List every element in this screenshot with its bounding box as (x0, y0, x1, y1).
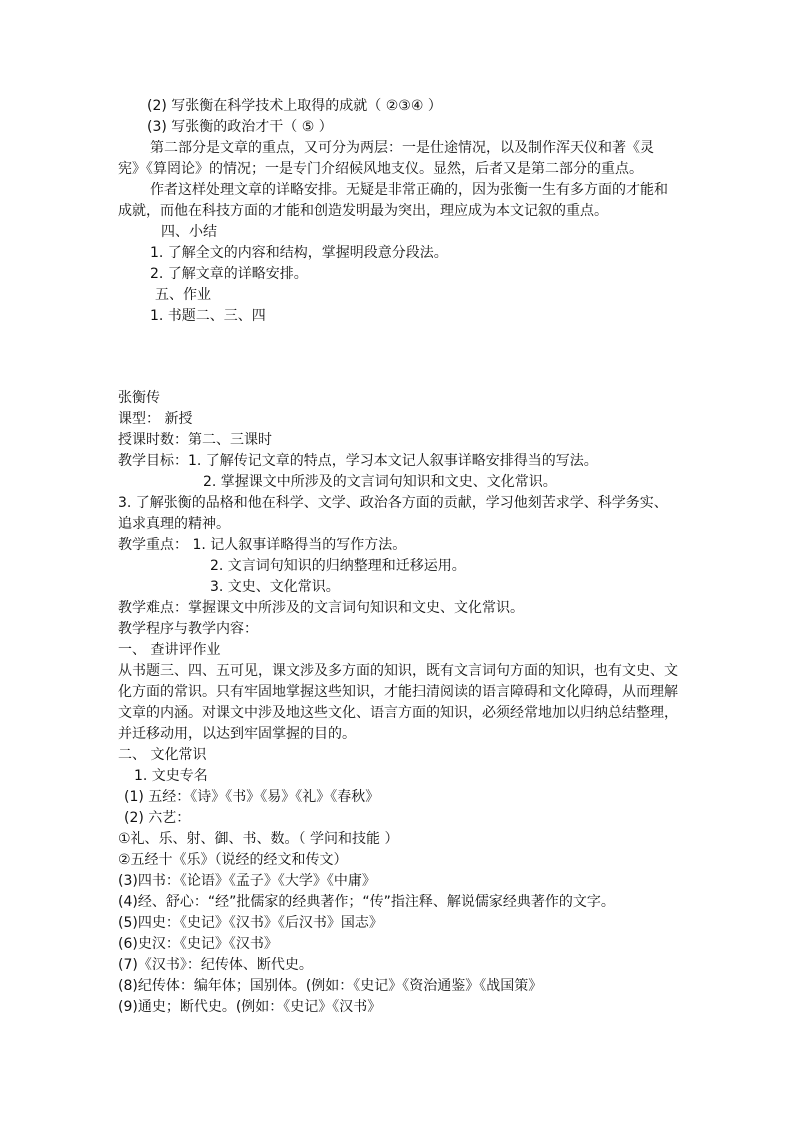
text-line: (1) 五经：《诗》《书》《易》《礼》《春秋》 (124, 789, 380, 805)
text-line: 2. 文言词句知识的归纳整理和迁移运用。 (210, 558, 466, 574)
text-line: 3. 文史、文化常识。 (210, 579, 340, 595)
text-line: 授课时数：第二、三课时 (118, 432, 272, 448)
text-line: 2. 掌握课文中所涉及的文言词句知识和文史、文化常识。 (203, 474, 557, 490)
text-line: 作者这样处理文章的详略安排。无疑是非常正确的，因为张衡一生有多方面的才能和 (150, 182, 668, 198)
text-line: 教学程序与教学内容： (118, 621, 258, 637)
text-line: (3)四书：《论语》《孟子》《大学》《中庸》 (118, 873, 376, 889)
text-line: (6)史汉：《史记》《汉书》 (118, 936, 278, 952)
section-heading: 一、 查讲评作业 (118, 642, 221, 658)
text-line: 从书题三、四、五可见，课文涉及多方面的知识，既有文言词句方面的知识，也有文史、文 (118, 663, 678, 679)
text-line: 追求真理的精神。 (118, 516, 230, 532)
text-line: 1. 文史专名 (134, 768, 208, 784)
text-line: (2) 六艺： (124, 810, 191, 826)
text-line: (9)通史；断代史。(例如：《史记》《汉书》 (118, 999, 382, 1015)
text-line: (7)《汉书》：纪传体、断代史。 (118, 957, 313, 973)
text-line: 第二部分是文章的重点，又可分为两层：一是仕途情况，以及制作浑天仪和著《灵 (150, 140, 654, 156)
text-line: 文章的内涵。对课文中涉及地这些文化、语言方面的知识，必须经常地加以归纳总结整理， (118, 705, 678, 721)
text-line: (3) 写张衡的政治才干（ ⑤ ） (147, 119, 333, 135)
text-line: (4)经、舒心：“经”批儒家的经典著作；“传”指注释、解说儒家经典著作的文字。 (118, 894, 615, 910)
section-heading: 五、作业 (155, 287, 211, 303)
text-line: (2) 写张衡在科学技术上取得的成就（ ②③④ ） (147, 98, 442, 114)
text-line: 并迁移动用，以达到牢固掌握的目的。 (118, 726, 356, 742)
text-line: (5)四史：《史记》《汉书》《后汉书》国志》 (118, 915, 383, 931)
text-line: 2. 了解文章的详略安排。 (150, 266, 308, 282)
text-line: ②五经十《乐》（说经的经文和传文） (118, 852, 348, 868)
lesson-title: 张衡传 (118, 390, 160, 406)
text-line: (8)纪传体：编年体；国别体。(例如：《史记》《资治通鉴》《战国策》 (118, 978, 543, 994)
text-line: 宪》《算罔论》的情况；一是专门介绍候风地支仪。显然，后者又是第二部分的重点。 (118, 161, 643, 177)
section-heading: 四、小结 (161, 224, 217, 240)
text-line: 成就，而他在科技方面的才能和创造发明最为突出，理应成为本文记叙的重点。 (118, 203, 608, 219)
text-line: 教学难点：掌握课文中所涉及的文言词句知识和文史、文化常识。 (118, 600, 524, 616)
text-line: ①礼、乐、射、御、书、数。（ 学问和技能 ） (118, 831, 399, 847)
text-line: 教学目标：1. 了解传记文章的特点，学习本文记人叙事详略安排得当的写法。 (118, 453, 598, 469)
section-heading: 二、 文化常识 (118, 747, 207, 763)
text-line: 课型： 新授 (118, 411, 193, 427)
text-line: 教学重点： 1. 记人叙事详略得当的写作方法。 (118, 537, 407, 553)
text-line: 1. 书题二、三、四 (150, 308, 266, 324)
text-line: 化方面的常识。只有牢固地掌握这些知识，才能扫清阅读的语言障碍和文化障碍，从而理解 (118, 684, 678, 700)
text-line: 1. 了解全文的内容和结构，掌握明段意分段法。 (150, 245, 448, 261)
text-line: 3. 了解张衡的品格和他在科学、文学、政治各方面的贡献，学习他刻苦求学、科学务实、 (118, 495, 668, 511)
